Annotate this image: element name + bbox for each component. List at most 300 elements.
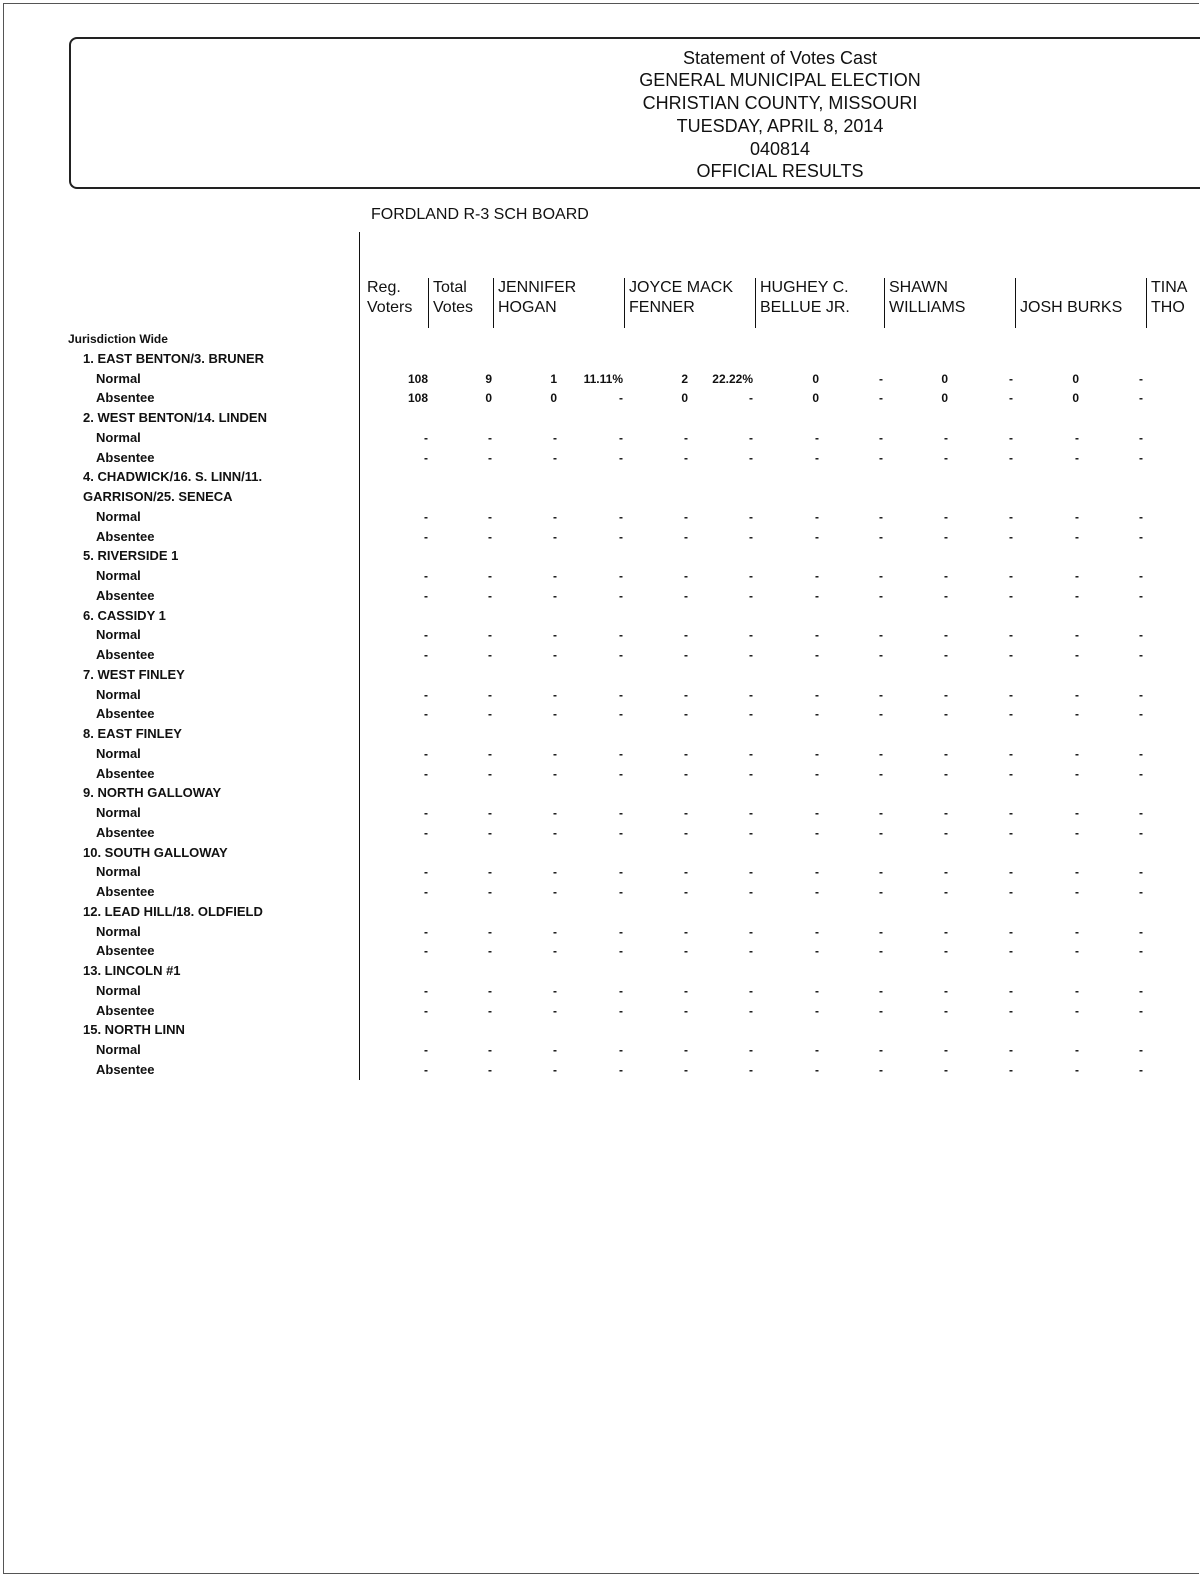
table-cell: - bbox=[553, 924, 557, 939]
table-cell: - bbox=[488, 648, 492, 662]
table-cell: 22.22% bbox=[712, 371, 753, 386]
column-header-line: Votes bbox=[433, 299, 474, 316]
table-cell: - bbox=[749, 924, 753, 939]
table-cell: - bbox=[1075, 865, 1079, 880]
table-cell: - bbox=[553, 865, 557, 880]
vote-type-label: Absentee bbox=[96, 765, 155, 781]
vote-type-label: Normal bbox=[96, 627, 141, 643]
table-cell: - bbox=[1009, 509, 1013, 524]
table-cell: - bbox=[1009, 588, 1013, 603]
column-header-line: Reg. bbox=[367, 279, 401, 296]
table-cell: - bbox=[553, 1003, 557, 1018]
table-cell: - bbox=[944, 648, 948, 662]
table-cell: - bbox=[619, 1043, 623, 1057]
table-cell: - bbox=[488, 588, 492, 603]
vote-type-label: Normal bbox=[96, 864, 141, 880]
table-cell: - bbox=[553, 588, 557, 603]
table-cell: - bbox=[815, 707, 819, 722]
table-cell: - bbox=[619, 1003, 623, 1018]
table-cell: - bbox=[1139, 707, 1143, 722]
table-cell: - bbox=[1075, 825, 1079, 840]
table-cell: - bbox=[1139, 885, 1143, 899]
table-cell: 9 bbox=[485, 371, 492, 386]
table-cell: - bbox=[1009, 924, 1013, 939]
vote-type-label: Normal bbox=[96, 568, 141, 583]
vote-type-label: Normal bbox=[96, 745, 141, 761]
column-header-line: JOYCE MACK bbox=[629, 279, 734, 296]
election-name: GENERAL MUNICIPAL ELECTION bbox=[639, 70, 921, 90]
table-cell: - bbox=[684, 1043, 688, 1057]
table-cell: - bbox=[619, 707, 623, 722]
table-cell: - bbox=[488, 944, 492, 959]
table-cell: - bbox=[944, 885, 948, 899]
table-cell: - bbox=[749, 746, 753, 761]
table-cell: - bbox=[749, 648, 753, 662]
table-cell: - bbox=[749, 569, 753, 583]
precinct-label: 10. SOUTH GALLOWAY bbox=[83, 844, 228, 860]
vote-type-label: Normal bbox=[96, 1042, 141, 1057]
table-cell: - bbox=[424, 588, 428, 603]
column-header-line: WILLIAMS bbox=[889, 299, 966, 316]
table-cell: - bbox=[879, 391, 883, 406]
table-cell: - bbox=[684, 865, 688, 880]
precinct-label: 6. CASSIDY 1 bbox=[83, 607, 166, 623]
table-cell: - bbox=[488, 529, 492, 544]
table-cell: - bbox=[619, 588, 623, 603]
table-cell: - bbox=[1075, 944, 1079, 959]
table-cell: - bbox=[815, 588, 819, 603]
table-cell: - bbox=[1139, 924, 1143, 939]
column-header-line: FENNER bbox=[629, 299, 695, 316]
vote-type-label: Normal bbox=[96, 805, 141, 820]
vote-type-label: Normal bbox=[96, 982, 141, 998]
table-cell: - bbox=[424, 450, 428, 465]
table-cell: - bbox=[488, 569, 492, 583]
table-cell: - bbox=[424, 1003, 428, 1018]
table-cell: - bbox=[488, 628, 492, 643]
column-header-line: THO bbox=[1151, 299, 1185, 316]
table-cell: - bbox=[619, 450, 623, 465]
table-cell: - bbox=[1009, 865, 1013, 880]
table-cell: - bbox=[1075, 806, 1079, 820]
table-cell: - bbox=[619, 766, 623, 781]
table-cell: - bbox=[749, 687, 753, 702]
table-cell: - bbox=[1009, 569, 1013, 583]
table-cell: - bbox=[684, 825, 688, 840]
table-cell: - bbox=[1009, 944, 1013, 959]
table-cell: - bbox=[749, 707, 753, 722]
table-cell: - bbox=[749, 391, 753, 406]
table-cell: - bbox=[1139, 430, 1143, 445]
table-cell: - bbox=[553, 430, 557, 445]
table-cell: - bbox=[1139, 687, 1143, 702]
table-cell: - bbox=[1009, 1003, 1013, 1018]
table-cell: 11.11% bbox=[583, 371, 623, 386]
report-title: Statement of Votes Cast bbox=[682, 48, 878, 68]
table-cell: 108 bbox=[407, 391, 428, 406]
election-date: TUESDAY, APRIL 8, 2014 bbox=[676, 116, 884, 136]
county-name: CHRISTIAN COUNTY, MISSOURI bbox=[642, 93, 918, 113]
table-cell: 1 bbox=[550, 371, 557, 386]
table-cell: - bbox=[879, 944, 883, 959]
table-cell: 0 bbox=[1072, 371, 1079, 386]
table-cell: - bbox=[684, 707, 688, 722]
table-cell: - bbox=[1139, 450, 1143, 465]
table-cell: - bbox=[553, 529, 557, 544]
table-cell: - bbox=[815, 450, 819, 465]
table-cell: - bbox=[749, 983, 753, 998]
table-cell: - bbox=[749, 628, 753, 643]
table-cell: - bbox=[1075, 924, 1079, 939]
col-shawn-williams bbox=[884, 278, 1014, 328]
column-header-line: SHAWN bbox=[889, 279, 948, 296]
table-cell: - bbox=[1075, 509, 1079, 524]
table-cell: - bbox=[488, 983, 492, 998]
table-cell: - bbox=[1075, 648, 1079, 662]
table-cell: - bbox=[879, 687, 883, 702]
table-cell: - bbox=[1009, 766, 1013, 781]
table-cell: - bbox=[879, 450, 883, 465]
table-cell: - bbox=[619, 865, 623, 880]
table-cell: - bbox=[684, 648, 688, 662]
table-cell: - bbox=[944, 1043, 948, 1057]
table-cell: - bbox=[619, 430, 623, 445]
table-cell: - bbox=[424, 628, 428, 643]
table-cell: - bbox=[879, 569, 883, 583]
table-cell: - bbox=[749, 529, 753, 544]
table-cell: - bbox=[879, 1062, 883, 1077]
table-cell: - bbox=[879, 588, 883, 603]
table-cell: - bbox=[944, 588, 948, 603]
table-cell: 2 bbox=[681, 371, 688, 386]
vote-type-label: Absentee bbox=[96, 824, 155, 840]
table-cell: - bbox=[424, 707, 428, 722]
table-cell: - bbox=[1139, 825, 1143, 840]
table-cell: - bbox=[619, 687, 623, 702]
table-cell: - bbox=[619, 825, 623, 840]
table-cell: - bbox=[1139, 569, 1143, 583]
table-cell: - bbox=[424, 648, 428, 662]
table-cell: - bbox=[1139, 391, 1143, 406]
table-cell: - bbox=[488, 430, 492, 445]
precinct-label: 5. RIVERSIDE 1 bbox=[83, 548, 179, 564]
table-cell: - bbox=[815, 924, 819, 939]
table-cell: 0 bbox=[681, 391, 688, 406]
table-cell: - bbox=[684, 450, 688, 465]
table-cell: - bbox=[815, 430, 819, 445]
table-cell: - bbox=[553, 648, 557, 662]
table-cell: - bbox=[815, 648, 819, 662]
table-cell: - bbox=[1139, 865, 1143, 880]
column-header-line: JOSH BURKS bbox=[1020, 299, 1123, 316]
table-cell: - bbox=[553, 569, 557, 583]
table-cell: - bbox=[1139, 648, 1143, 662]
precinct-label: 9. NORTH GALLOWAY bbox=[83, 785, 222, 801]
vote-type-label: Normal bbox=[96, 923, 141, 939]
table-cell: - bbox=[815, 628, 819, 643]
table-cell: - bbox=[488, 825, 492, 840]
table-cell: - bbox=[553, 746, 557, 761]
table-cell: - bbox=[684, 924, 688, 939]
table-cell: - bbox=[1139, 371, 1143, 386]
table-cell: - bbox=[815, 825, 819, 840]
table-cell: - bbox=[879, 924, 883, 939]
table-cell: - bbox=[749, 588, 753, 603]
table-cell: - bbox=[1009, 648, 1013, 662]
table-cell: - bbox=[488, 1003, 492, 1018]
precinct-label: 15. NORTH LINN bbox=[83, 1022, 185, 1038]
table-cell: - bbox=[944, 1062, 948, 1077]
table-cell: - bbox=[553, 806, 557, 820]
table-cell: - bbox=[488, 1043, 492, 1057]
table-cell: - bbox=[619, 944, 623, 959]
table-cell: - bbox=[619, 746, 623, 761]
table-cell: - bbox=[749, 1043, 753, 1057]
table-cell: - bbox=[488, 746, 492, 761]
table-cell: - bbox=[944, 766, 948, 781]
table-cell: - bbox=[488, 865, 492, 880]
table-cell: - bbox=[879, 371, 883, 386]
table-cell: - bbox=[749, 1003, 753, 1018]
table-cell: - bbox=[749, 944, 753, 959]
table-cell: - bbox=[815, 1003, 819, 1018]
table-cell: - bbox=[879, 865, 883, 880]
table-cell: - bbox=[553, 1062, 557, 1077]
table-cell: - bbox=[944, 1003, 948, 1018]
table-cell: - bbox=[424, 1062, 428, 1077]
vote-type-label: Normal bbox=[96, 508, 141, 524]
table-cell: - bbox=[944, 924, 948, 939]
table-cell: - bbox=[944, 430, 948, 445]
table-cell: - bbox=[424, 865, 428, 880]
table-cell: - bbox=[1009, 430, 1013, 445]
vote-type-label: Absentee bbox=[96, 943, 155, 959]
table-cell: - bbox=[424, 1043, 428, 1057]
table-cell: - bbox=[749, 1062, 753, 1077]
table-cell: - bbox=[619, 648, 623, 662]
table-cell: - bbox=[1009, 746, 1013, 761]
table-cell: - bbox=[619, 569, 623, 583]
table-cell: - bbox=[815, 569, 819, 583]
table-cell: - bbox=[749, 766, 753, 781]
table-cell: - bbox=[1075, 569, 1079, 583]
table-cell: - bbox=[684, 746, 688, 761]
table-cell: - bbox=[1075, 707, 1079, 722]
table-cell: - bbox=[684, 569, 688, 583]
col-total-votes bbox=[428, 278, 490, 328]
table-cell: - bbox=[424, 825, 428, 840]
col-josh-burks bbox=[1015, 278, 1145, 328]
table-cell: - bbox=[944, 687, 948, 702]
table-cell: - bbox=[815, 746, 819, 761]
table-cell: - bbox=[553, 885, 557, 899]
table-cell: - bbox=[424, 529, 428, 544]
table-cell: - bbox=[424, 983, 428, 998]
table-cell: - bbox=[749, 450, 753, 465]
table-cell: 108 bbox=[407, 371, 428, 386]
table-cell: - bbox=[424, 885, 428, 899]
precinct-label: 1. EAST BENTON/3. BRUNER bbox=[83, 350, 265, 366]
table-cell: - bbox=[1075, 628, 1079, 643]
table-cell: - bbox=[944, 944, 948, 959]
table-cell: - bbox=[488, 509, 492, 524]
table-cell: - bbox=[684, 687, 688, 702]
table-cell: - bbox=[749, 509, 753, 524]
table-cell: - bbox=[749, 825, 753, 840]
table-cell: - bbox=[1075, 746, 1079, 761]
precinct-label: 4. CHADWICK/16. S. LINN/11. bbox=[83, 469, 263, 485]
table-cell: - bbox=[424, 687, 428, 702]
table-cell: - bbox=[1075, 588, 1079, 603]
table-cell: - bbox=[553, 707, 557, 722]
table-cell: - bbox=[1139, 983, 1143, 998]
table-cell: - bbox=[1075, 1003, 1079, 1018]
precinct-label: 8. EAST FINLEY bbox=[83, 726, 182, 741]
table-cell: - bbox=[944, 746, 948, 761]
vote-type-label: Normal bbox=[96, 686, 141, 702]
table-cell: - bbox=[619, 924, 623, 939]
table-cell: - bbox=[684, 509, 688, 524]
vote-type-label: Absentee bbox=[96, 528, 155, 544]
table-cell: - bbox=[553, 687, 557, 702]
column-header-line: Total bbox=[433, 279, 467, 296]
table-cell: - bbox=[1139, 766, 1143, 781]
col-joyce-mack-fenner bbox=[624, 278, 754, 328]
table-cell: - bbox=[944, 825, 948, 840]
vote-type-label: Normal bbox=[96, 429, 141, 445]
table-cell: 0 bbox=[1072, 391, 1079, 406]
column-header-line bbox=[1020, 278, 1145, 298]
table-cell: - bbox=[1075, 687, 1079, 702]
table-cell: - bbox=[1139, 746, 1143, 761]
table-cell: - bbox=[1139, 1062, 1143, 1077]
table-cell: - bbox=[1009, 1043, 1013, 1057]
column-header-line: BELLUE JR. bbox=[760, 299, 850, 316]
election-code: 040814 bbox=[749, 139, 811, 159]
table-cell: - bbox=[1075, 529, 1079, 544]
table-cell: - bbox=[815, 865, 819, 880]
table-cell: - bbox=[684, 766, 688, 781]
table-cell: - bbox=[1009, 707, 1013, 722]
table-cell: - bbox=[488, 450, 492, 465]
vote-type-label: Absentee bbox=[96, 390, 155, 406]
table-cell: - bbox=[1075, 885, 1079, 899]
column-header-line: HUGHEY C. bbox=[760, 279, 849, 296]
precinct-label: 7. WEST FINLEY bbox=[83, 666, 185, 682]
table-cell: - bbox=[944, 450, 948, 465]
table-cell: 0 bbox=[812, 391, 819, 406]
table-cell: - bbox=[749, 885, 753, 899]
table-cell: - bbox=[424, 924, 428, 939]
table-cell: - bbox=[879, 885, 883, 899]
table-cell: - bbox=[619, 806, 623, 820]
table-cell: - bbox=[879, 825, 883, 840]
table-cell: - bbox=[1009, 628, 1013, 643]
vote-type-label: Absentee bbox=[96, 449, 155, 465]
table-cell: - bbox=[815, 509, 819, 524]
table-cell: - bbox=[815, 529, 819, 544]
table-cell: - bbox=[684, 628, 688, 643]
table-cell: - bbox=[553, 450, 557, 465]
table-cell: - bbox=[1009, 450, 1013, 465]
table-cell: - bbox=[1075, 1043, 1079, 1057]
table-cell: - bbox=[424, 806, 428, 820]
table-cell: - bbox=[684, 588, 688, 603]
table-cell: - bbox=[684, 1062, 688, 1077]
table-cell: - bbox=[619, 885, 623, 899]
table-cell: - bbox=[684, 430, 688, 445]
table-cell: - bbox=[488, 885, 492, 899]
column-header-line: HOGAN bbox=[498, 299, 557, 316]
table-cell: - bbox=[749, 806, 753, 820]
vote-type-label: Absentee bbox=[96, 1061, 155, 1077]
vote-type-label: Absentee bbox=[96, 1002, 155, 1018]
table-cell: - bbox=[944, 529, 948, 544]
table-cell: - bbox=[553, 944, 557, 959]
vote-type-label: Absentee bbox=[96, 884, 155, 899]
col-reg-voters bbox=[363, 278, 427, 328]
table-cell: - bbox=[488, 924, 492, 939]
table-cell: - bbox=[424, 430, 428, 445]
table-cell: - bbox=[1009, 885, 1013, 899]
table-cell: - bbox=[488, 687, 492, 702]
table-cell: - bbox=[879, 983, 883, 998]
table-cell: - bbox=[944, 509, 948, 524]
table-cell: - bbox=[879, 1043, 883, 1057]
table-cell: - bbox=[879, 529, 883, 544]
vote-type-label: Absentee bbox=[96, 587, 155, 603]
vote-type-label: Normal bbox=[96, 370, 141, 386]
table-cell: - bbox=[1009, 825, 1013, 840]
table-cell: - bbox=[619, 1062, 623, 1077]
table-cell: - bbox=[684, 885, 688, 899]
table-cell: - bbox=[944, 865, 948, 880]
table-cell: - bbox=[684, 944, 688, 959]
table-cell: - bbox=[1009, 983, 1013, 998]
precinct-label: 12. LEAD HILL/18. OLDFIELD bbox=[83, 903, 263, 919]
table-cell: - bbox=[424, 944, 428, 959]
table-cell: - bbox=[879, 648, 883, 662]
table-cell: - bbox=[1075, 766, 1079, 781]
table-cell: - bbox=[1009, 806, 1013, 820]
table-cell: - bbox=[1075, 450, 1079, 465]
table-cell: - bbox=[815, 687, 819, 702]
table-cell: - bbox=[553, 825, 557, 840]
table-cell: - bbox=[815, 766, 819, 781]
table-cell: - bbox=[815, 1062, 819, 1077]
table-cell: - bbox=[553, 1043, 557, 1057]
table-cell: - bbox=[1139, 1003, 1143, 1018]
table-cell: - bbox=[1009, 391, 1013, 406]
precinct-label: GARRISON/25. SENECA bbox=[83, 489, 233, 504]
vote-type-label: Absentee bbox=[96, 706, 155, 722]
table-cell: - bbox=[1075, 430, 1079, 445]
table-cell: - bbox=[879, 806, 883, 820]
table-cell: - bbox=[749, 865, 753, 880]
table-cell: - bbox=[684, 806, 688, 820]
table-cell: - bbox=[619, 509, 623, 524]
table-cell: - bbox=[1075, 983, 1079, 998]
table-cell: - bbox=[944, 707, 948, 722]
table-cell: 0 bbox=[941, 391, 948, 406]
precinct-label: 13. LINCOLN #1 bbox=[83, 963, 181, 978]
column-header-line: Voters bbox=[367, 299, 413, 316]
table-cell: - bbox=[815, 806, 819, 820]
table-cell: - bbox=[944, 983, 948, 998]
table-cell: - bbox=[815, 1043, 819, 1057]
table-cell: - bbox=[1139, 944, 1143, 959]
table-cell: - bbox=[879, 766, 883, 781]
